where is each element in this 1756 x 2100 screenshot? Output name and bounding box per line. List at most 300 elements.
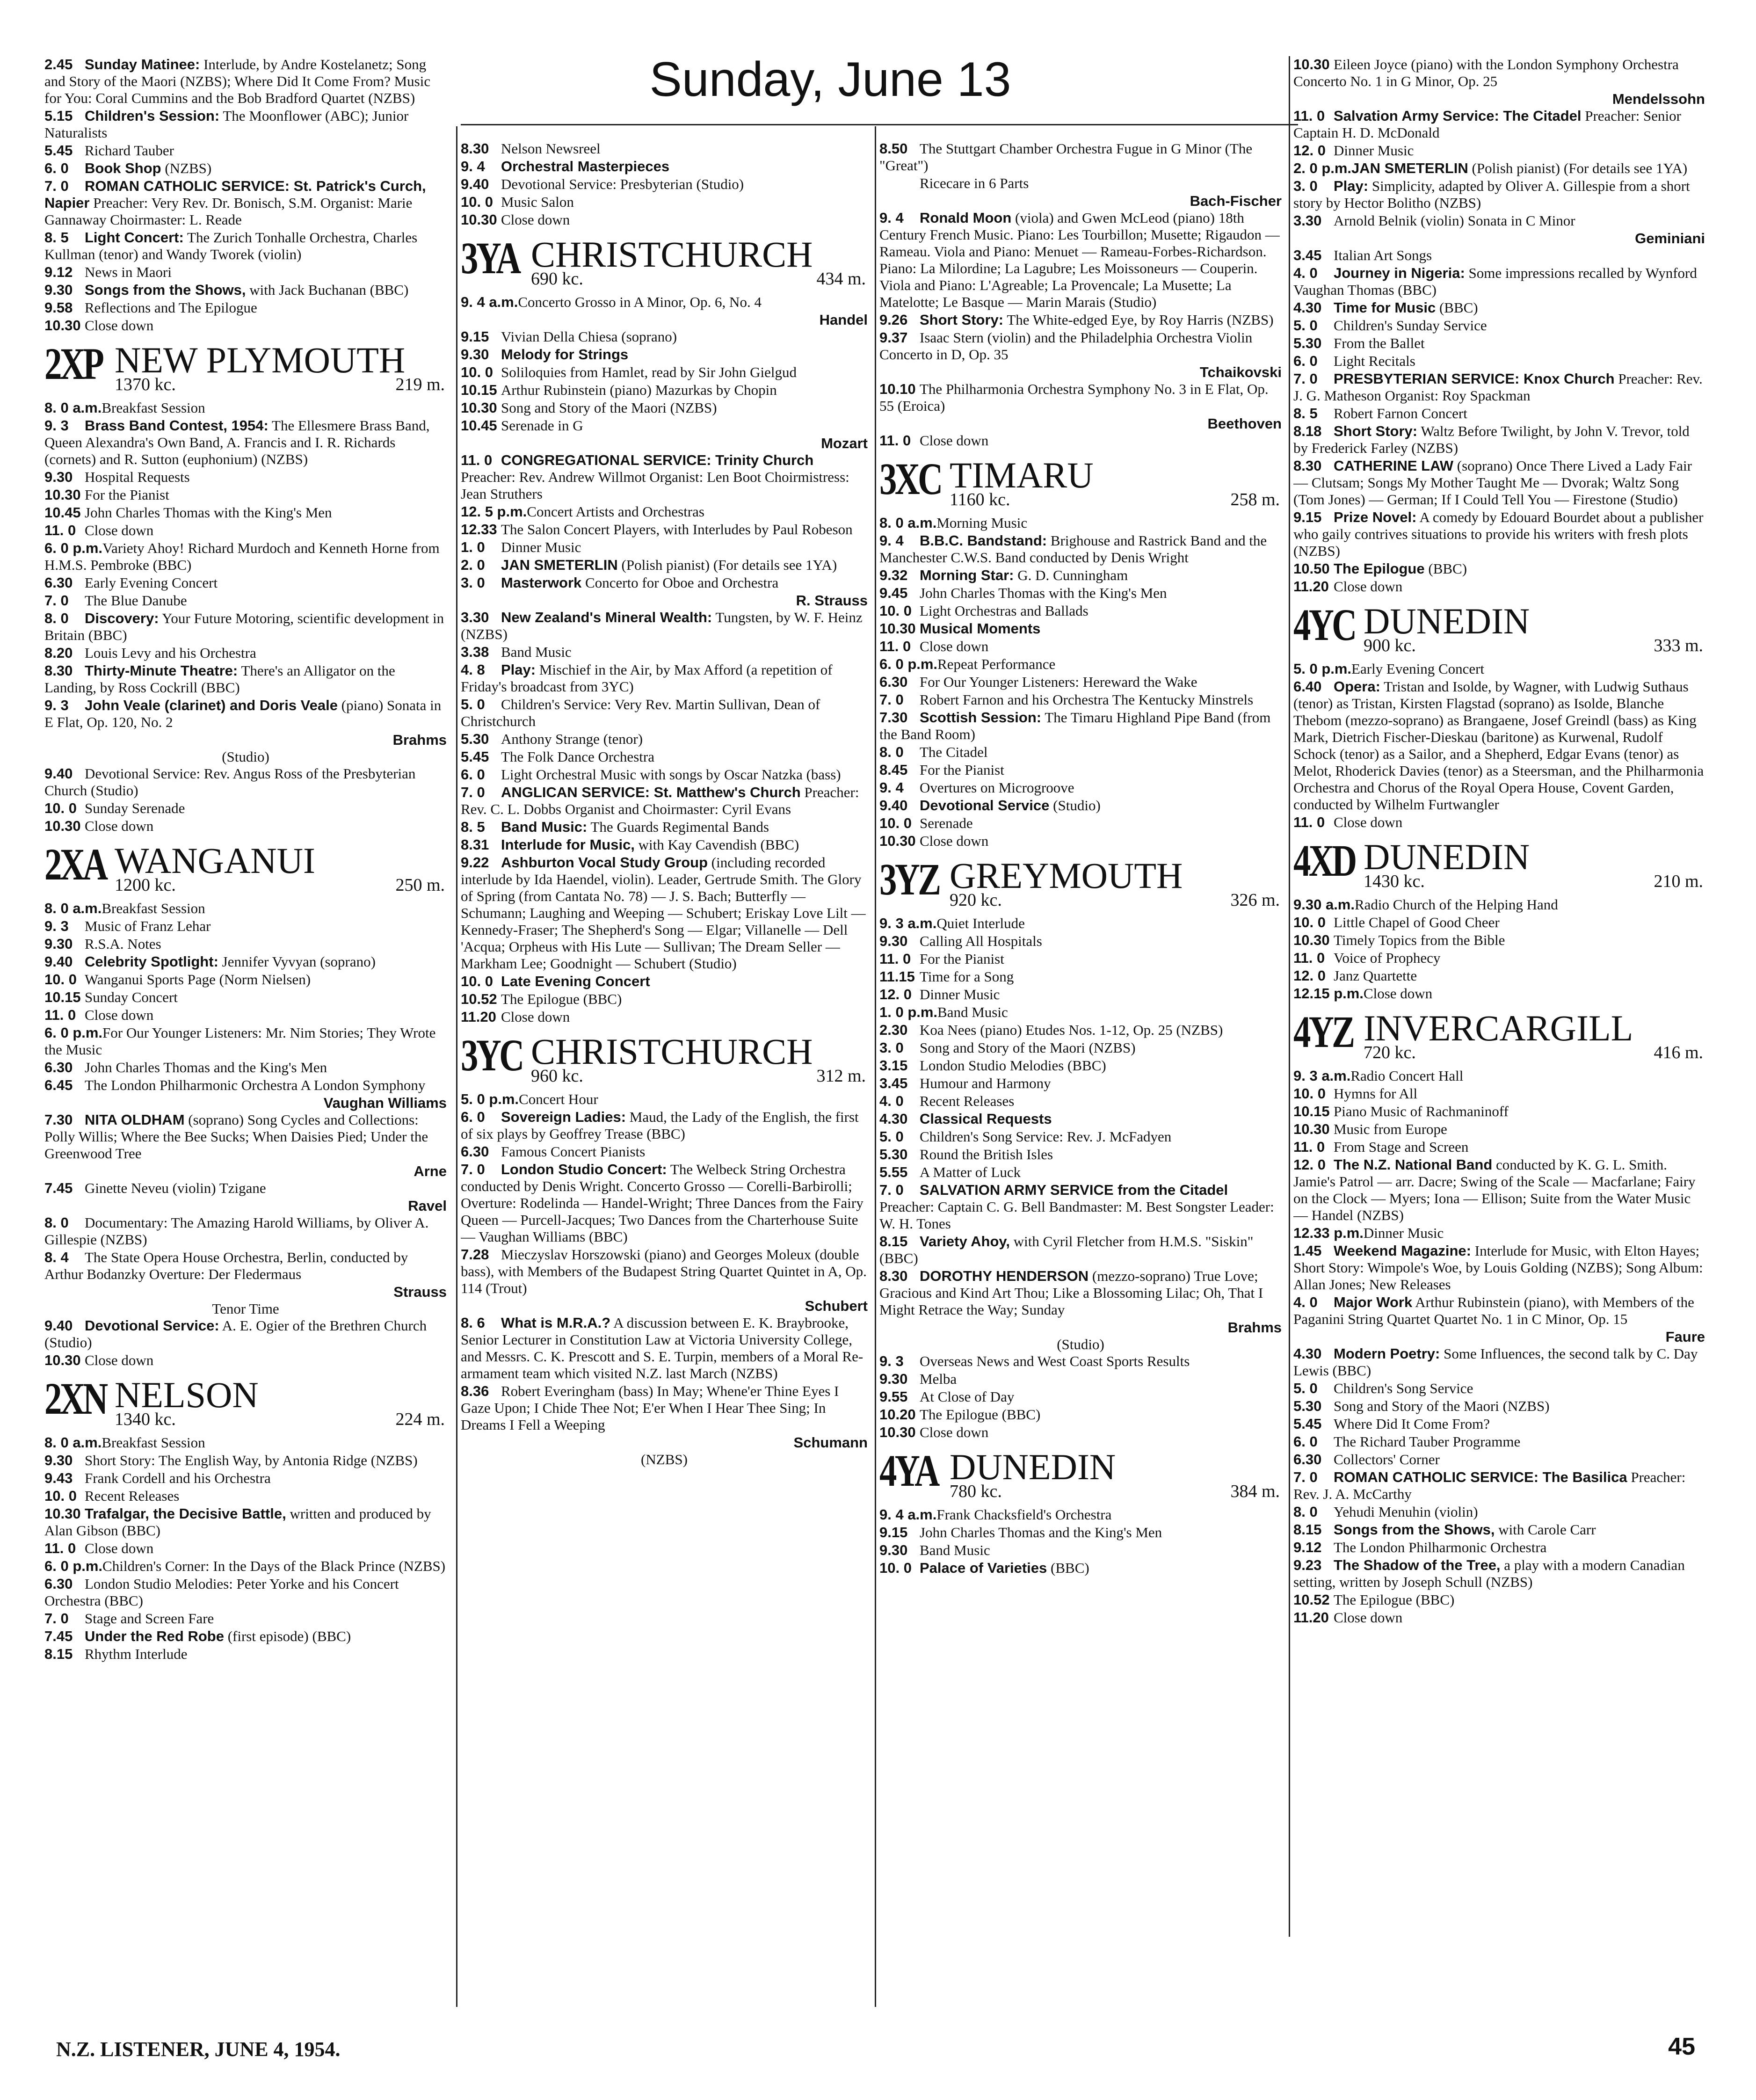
listing-time: 5.30 xyxy=(461,731,489,747)
listing-detail: There's an Alligator on the Landing, by Ross Cockrill (BBC) xyxy=(44,662,395,696)
column-divider xyxy=(1289,56,1290,1937)
programme-listing xyxy=(44,229,447,263)
composer-credit: Schubert xyxy=(805,1298,868,1314)
listing-detail: The Citadel xyxy=(920,744,988,760)
station-name: GREYMOUTH xyxy=(950,855,1183,896)
programme-listing xyxy=(44,108,447,141)
programme-listing xyxy=(879,709,1282,743)
programme-listing xyxy=(879,744,1282,761)
listing-detail: Radio Church of the Helping Hand xyxy=(1354,896,1558,913)
listing-time: 11.20 xyxy=(461,1009,496,1025)
programme-listing xyxy=(44,800,447,817)
station-callsign: 2XP xyxy=(44,339,102,389)
programme-listing xyxy=(461,574,868,591)
programme-listing xyxy=(879,312,1282,328)
programme-listing xyxy=(1293,371,1705,404)
composer-credit: Faure xyxy=(1665,1329,1705,1345)
listing-time: 5. 0 xyxy=(1293,1380,1318,1396)
listing-detail: Band Music xyxy=(501,644,572,660)
listing-detail: R.S.A. Notes xyxy=(85,936,161,952)
listing-detail: written and produced by Alan Gibson (BBC) xyxy=(44,1505,431,1539)
listing-title: Major Work xyxy=(1334,1294,1413,1310)
listing-time: 9.40 xyxy=(44,1317,73,1334)
listing-time: 5. 0 p.m. xyxy=(461,1091,519,1107)
station-frequency: 1200 kc. xyxy=(115,875,176,895)
listing-detail: Close down xyxy=(920,1424,989,1440)
programme-listing xyxy=(461,766,868,783)
listing-detail: Mieczyslav Horszowski (piano) and Georges Moleux (double bass), with Members of the Budapest String Quartet Quintet in A, Op. 114 (Trout) xyxy=(461,1246,867,1296)
listing-time: 9.55 xyxy=(879,1388,908,1405)
programme-listing xyxy=(44,645,447,661)
station-wavelength: 258 m. xyxy=(1230,490,1280,509)
listing-time: 6.30 xyxy=(44,1576,73,1592)
programme-listing xyxy=(461,176,868,193)
listing-title: Play: xyxy=(501,661,536,678)
listing-detail: Breakfast Session xyxy=(102,400,205,416)
listing-detail: The Epilogue (BBC) xyxy=(920,1406,1041,1423)
listing-detail: Close down xyxy=(1334,814,1403,830)
listing-detail: Isaac Stern (violin) and the Philadelphia Orchestra Violin Concerto in D, Op. 35 xyxy=(879,329,1253,363)
programme-listing xyxy=(879,1353,1282,1370)
listing-title: Book Shop xyxy=(85,160,161,176)
programme-listing xyxy=(44,1540,447,1557)
programme-listing xyxy=(44,1610,447,1627)
listing-detail: A Matter of Luck xyxy=(920,1164,1021,1180)
station-frequency: 960 kc. xyxy=(531,1066,583,1086)
listing-detail: News in Maori xyxy=(85,264,172,280)
programme-listing xyxy=(461,819,868,836)
listing-detail: Concerto for Oboe and Orchestra xyxy=(585,574,779,591)
listing-time: 8. 4 xyxy=(44,1249,69,1265)
listing-detail: Robert Farnon and his Orchestra The Kentucky Minstrels xyxy=(920,691,1254,708)
listing-detail: Jennifer Vyvyan (soprano) xyxy=(222,953,376,970)
programme-listing xyxy=(461,748,868,765)
programme-listing xyxy=(879,1560,1282,1577)
listing-title: Ronald Moon xyxy=(920,210,1012,226)
listing-title: Songs from the Shows, xyxy=(85,282,246,298)
listing-time: 9.40 xyxy=(44,765,73,782)
programme-listing xyxy=(44,1025,447,1058)
listing-time: 1. 0 p.m. xyxy=(879,1004,938,1020)
column-divider xyxy=(456,126,457,2007)
listing-detail: For the Pianist xyxy=(920,762,1004,778)
programme-listing xyxy=(1293,1451,1705,1468)
listing-title: Celebrity Spotlight: xyxy=(85,953,218,970)
listing-time: 11.15 xyxy=(879,968,915,985)
station-header xyxy=(44,841,447,895)
listing-title: Orchestral Masterpieces xyxy=(501,158,670,174)
programme-listing xyxy=(44,1007,447,1024)
listing-detail: Collectors' Corner xyxy=(1334,1451,1440,1468)
programme-listing xyxy=(44,818,447,835)
programme-listing xyxy=(44,697,447,731)
listing-time: 8.36 xyxy=(461,1383,489,1399)
listing-time: 9.30 xyxy=(879,1542,908,1558)
programme-listing xyxy=(879,1406,1282,1423)
listing-time: 9. 3 xyxy=(44,697,69,713)
listing-detail: Light Recitals xyxy=(1334,353,1415,369)
listing-time: 8.15 xyxy=(44,1646,73,1662)
station-wavelength: 210 m. xyxy=(1654,872,1703,891)
listing-time: 10.52 xyxy=(1293,1591,1330,1608)
listing-detail: (NZBS) xyxy=(165,160,212,176)
station-wavelength: 219 m. xyxy=(395,375,445,394)
listing-detail: Children's Corner: In the Days of the Black Prince (NZBS) xyxy=(102,1558,446,1574)
programme-listing xyxy=(44,56,447,107)
listing-detail: Piano Music of Rachmaninoff xyxy=(1334,1103,1509,1119)
listing-time: 9.45 xyxy=(879,585,908,601)
listing-detail: with Cyril Fletcher from H.M.S. "Siskin" (BBC) xyxy=(879,1233,1254,1266)
station-header xyxy=(461,235,868,289)
listing-title: PRESBYTERIAN SERVICE: Knox Church xyxy=(1334,371,1615,387)
listing-detail: (BBC) xyxy=(1428,560,1467,577)
listing-time: 9.37 xyxy=(879,329,908,346)
listing-detail: The Guards Regimental Bands xyxy=(590,819,769,835)
programme-listing xyxy=(1293,814,1705,831)
programme-listing xyxy=(879,329,1282,363)
listing-title: Modern Poetry: xyxy=(1334,1345,1440,1362)
listing-title: The Shadow of the Tree, xyxy=(1334,1557,1501,1573)
listing-title: Musical Moments xyxy=(920,620,1041,637)
programme-listing xyxy=(879,1128,1282,1145)
listing-time: 11. 0 xyxy=(1293,108,1325,124)
composer-credit: Brahms xyxy=(1227,1319,1282,1336)
listing-title: Thirty-Minute Theatre: xyxy=(85,662,238,679)
programme-listing xyxy=(879,620,1282,637)
programme-listing xyxy=(44,1214,447,1248)
programme-listing xyxy=(879,1164,1282,1181)
listing-time: 6.30 xyxy=(879,674,908,690)
listing-title: ROMAN CATHOLIC SERVICE: St. Patrick's Curch, Napier xyxy=(44,178,426,211)
station-frequency: 1340 kc. xyxy=(115,1410,176,1429)
listing-time: 11. 0 xyxy=(1293,950,1325,966)
listing-time: 9.30 xyxy=(44,1452,73,1468)
listing-time: 6.30 xyxy=(44,574,73,591)
listing-time: 10. 0 xyxy=(879,815,912,831)
programme-listing xyxy=(1293,967,1705,984)
programme-listing xyxy=(879,986,1282,1003)
listing-detail: Close down xyxy=(920,833,989,849)
listing-detail: Arthur Rubinstein (piano), with Members of the Paganini String Quartet Quartet No. 1 in C Minor, Op. 15 xyxy=(1293,1294,1694,1327)
listing-time: 3.30 xyxy=(1293,212,1322,229)
page-number: 45 xyxy=(1668,2033,1695,2060)
listing-detail: Ricecare in 6 Parts xyxy=(920,175,1029,191)
listing-time: 7. 0 xyxy=(44,178,69,194)
programme-listing xyxy=(1293,1469,1705,1503)
listing-detail: The State Opera House Orchestra, Berlin, conducted by Arthur Bodanzky Overture: Der Fledermaus xyxy=(44,1249,408,1282)
listing-detail: Close down xyxy=(1334,578,1403,595)
listing-detail: John Charles Thomas and the King's Men xyxy=(920,1524,1162,1540)
listing-time: 3. 0 xyxy=(879,1039,904,1056)
station-callsign: 3YA xyxy=(461,233,519,283)
listing-time: 3.45 xyxy=(879,1075,908,1091)
listing-time: 3. 0 xyxy=(461,574,485,591)
programme-listing xyxy=(879,656,1282,673)
listing-detail: London Studio Melodies (BBC) xyxy=(920,1057,1106,1074)
station-callsign: 4XD xyxy=(1293,836,1355,886)
programme-listing xyxy=(44,1112,447,1162)
programme-listing xyxy=(1293,1225,1705,1242)
listing-time: 12.15 p.m. xyxy=(1293,985,1364,1002)
listing-detail: conducted by K. G. L. Smith. Jamie's Patrol — arr. Dacre; Swing of the Scale — Macfarlane; Fairy on the Clock — Myers; Iona — Ellison; Suite from the Water Music — Handel (NZBS) xyxy=(1293,1156,1696,1223)
composer-credit: Brahms xyxy=(392,732,447,748)
programme-listing xyxy=(461,973,868,990)
station-frequency: 1370 kc. xyxy=(115,375,176,394)
programme-listing xyxy=(44,1434,447,1451)
listing-detail: Short Story: The English Way, by Antonia Ridge (NZBS) xyxy=(85,1452,418,1468)
listing-time: 9. 3 xyxy=(44,918,69,934)
programme-listing xyxy=(879,933,1282,950)
listing-detail: The Richard Tauber Programme xyxy=(1334,1433,1521,1450)
listing-detail: The Ellesmere Brass Band, Queen Alexandra's Own Band, A. Francis and I. R. Richards (cornets) and R. Sutton (euphonium) (NZBS) xyxy=(44,417,430,467)
programme-listing xyxy=(461,1315,868,1382)
listing-time: 10.30 xyxy=(44,487,81,503)
programme-listing xyxy=(1293,1139,1705,1155)
programme-listing xyxy=(1293,560,1705,577)
programme-listing xyxy=(461,539,868,556)
listing-time: 12.33 p.m. xyxy=(1293,1225,1364,1241)
listing-detail: The Zurich Tonhalle Orchestra, Charles Kullman (tenor) and Wandy Tworek (violin) xyxy=(44,229,418,262)
programme-listing xyxy=(1293,1068,1705,1084)
programme-listing xyxy=(1293,1433,1705,1450)
programme-listing xyxy=(461,1143,868,1160)
listing-time: 8.18 xyxy=(1293,423,1322,439)
programme-listing xyxy=(1293,1243,1705,1293)
programme-listing xyxy=(44,989,447,1006)
listing-time: 1.45 xyxy=(1293,1243,1322,1259)
listing-time: 10.45 xyxy=(461,417,497,434)
programme-listing xyxy=(1293,1591,1705,1608)
programme-listing xyxy=(44,1317,447,1351)
listing-time: 9.12 xyxy=(44,264,73,280)
listing-time: 10.50 xyxy=(1293,560,1330,577)
listing-detail: Recent Releases xyxy=(920,1093,1015,1109)
listing-detail: Little Chapel of Good Cheer xyxy=(1334,914,1500,930)
composer-credit: Schumann xyxy=(793,1434,868,1451)
programme-listing xyxy=(1293,1398,1705,1415)
listing-time: 5. 0 xyxy=(879,1128,904,1145)
listing-note: (Studio) xyxy=(1057,1336,1104,1352)
listing-detail: (mezzo-soprano) True Love; Gracious and Kind Art Thou; Like a Blossoming Lilac; Oh, That I Might Retrace the Way; Sunday xyxy=(879,1268,1263,1318)
programme-listing xyxy=(879,432,1282,449)
programme-listing xyxy=(461,784,868,818)
listing-time: 7. 0 xyxy=(44,592,69,609)
column-2 xyxy=(461,140,868,2030)
listing-detail: For Our Younger Listeners: Hereward the Wake xyxy=(920,674,1197,690)
listing-detail: Preacher: Captain C. G. Bell Bandmaster: M. Best Songster Leader: W. H. Tones xyxy=(879,1199,1274,1232)
listing-detail: Robert Farnon Concert xyxy=(1334,405,1467,421)
listing-time: 3. 0 xyxy=(1293,178,1318,194)
listing-detail: The Epilogue (BBC) xyxy=(1334,1591,1455,1608)
station-frequency: 720 kc. xyxy=(1364,1043,1416,1062)
programme-listing xyxy=(44,1452,447,1469)
programme-listing xyxy=(461,346,868,363)
column-4 xyxy=(1293,56,1705,2030)
listing-time: 7. 0 xyxy=(879,691,904,708)
listing-title: What is M.R.A.? xyxy=(501,1315,611,1331)
headline-rule xyxy=(461,124,1298,125)
programme-listing xyxy=(879,1093,1282,1110)
listing-detail: Song and Story of the Maori (NZBS) xyxy=(501,400,717,416)
listing-time: 2. 0 xyxy=(461,557,485,573)
listing-detail: Close down xyxy=(1334,1609,1403,1626)
listing-title: DOROTHY HENDERSON xyxy=(920,1268,1089,1284)
programme-listing xyxy=(879,175,1282,192)
listing-detail: Famous Concert Pianists xyxy=(501,1143,646,1160)
listing-time: 9. 4 a.m. xyxy=(461,294,518,310)
listing-detail: Dinner Music xyxy=(501,539,581,555)
station-frequency: 780 kc. xyxy=(950,1482,1002,1501)
listing-time: 4.30 xyxy=(1293,1345,1322,1362)
publication-footer: N.Z. LISTENER, JUNE 4, 1954. xyxy=(56,2038,341,2061)
programme-listing xyxy=(461,503,868,520)
listing-time: 10.45 xyxy=(44,504,81,521)
programme-listing xyxy=(44,1249,447,1283)
listing-detail: Hymns for All xyxy=(1334,1085,1418,1102)
programme-listing xyxy=(1293,1103,1705,1120)
listing-title: Devotional Service xyxy=(920,797,1050,814)
listing-detail: Stage and Screen Fare xyxy=(85,1610,214,1627)
programme-listing xyxy=(44,1628,447,1645)
station-wavelength: 416 m. xyxy=(1654,1043,1703,1062)
listing-detail: Frank Chacksfield's Orchestra xyxy=(936,1506,1112,1523)
programme-listing xyxy=(44,160,447,177)
listing-time: 9.40 xyxy=(461,176,489,192)
programme-listing xyxy=(879,603,1282,619)
programme-listing xyxy=(461,452,868,502)
listing-time: 7. 0 xyxy=(461,784,485,800)
programme-listing xyxy=(44,1077,447,1094)
listing-title: Band Music: xyxy=(501,819,588,835)
programme-listing xyxy=(879,1075,1282,1092)
programme-listing xyxy=(879,585,1282,602)
listing-time: 5.45 xyxy=(1293,1416,1322,1432)
listing-time: 10.30 xyxy=(1293,1121,1330,1137)
programme-listing xyxy=(461,400,868,416)
listing-title: Interlude for Music, xyxy=(501,836,635,853)
listing-detail: Song and Story of the Maori (NZBS) xyxy=(1334,1398,1550,1414)
listing-detail: Song and Story of the Maori (NZBS) xyxy=(920,1039,1136,1056)
programme-listing xyxy=(879,1182,1282,1232)
composer-credit: Mozart xyxy=(821,435,868,451)
listing-detail: Devotional Service: Presbyterian (Studio) xyxy=(501,176,744,192)
listing-time: 7. 0 xyxy=(1293,371,1318,387)
listing-detail: (first episode) (BBC) xyxy=(227,1628,351,1644)
programme-listing xyxy=(1293,985,1705,1002)
listing-detail: Where Did It Come From? xyxy=(1334,1416,1490,1432)
listing-detail: Yehudi Menuhin (violin) xyxy=(1334,1504,1478,1520)
listing-title: Morning Star: xyxy=(920,567,1014,583)
listing-time: 10.30 xyxy=(461,400,497,416)
listing-time: 9.30 xyxy=(879,933,908,949)
listing-detail: Repeat Performance xyxy=(937,656,1056,672)
listing-time: 11. 0 xyxy=(879,432,911,449)
listing-detail: Interlude for Music, with Elton Hayes; Short Story: Wimpole's Woe, by Louis Golding (NZBS); Song Album: Allan Jones; New Releases xyxy=(1293,1243,1703,1293)
programme-listing xyxy=(44,540,447,574)
listing-detail: Rhythm Interlude xyxy=(85,1646,188,1662)
listing-detail: (BBC) xyxy=(1439,299,1478,316)
programme-listing xyxy=(1293,661,1705,677)
listing-detail: (including recorded interlude by Ida Haendel, violin). Leader, Gertrude Smith. The Glory of Spring (from Cantata No. 78) — J. S. Bach; Butterfly — Schumann; Laughing and Weeping — Schubert; Eriskay Love Lilt — Kennedy-Fraser; The Shepherd's Song — Elgar; Villanelle — Dell 'Acqua; Orpheus with His Lute — Sullivan; The Dream Seller — Markham Lee; Goodnight — Schubert (Studio) xyxy=(461,854,866,972)
station-name: NEW PLYMOUTH xyxy=(115,340,406,380)
listing-title: CATHERINE LAW xyxy=(1334,458,1454,474)
listing-detail: a play with a modern Canadian setting, written by Joseph Schull (NZBS) xyxy=(1293,1557,1685,1590)
listing-time: 10.30 xyxy=(1293,932,1330,948)
programme-listing xyxy=(44,1488,447,1504)
listing-detail: Nelson Newsreel xyxy=(501,140,601,157)
listing-time: 9.30 xyxy=(44,282,73,298)
listing-title: JAN SMETERLIN xyxy=(501,557,618,573)
programme-listing xyxy=(879,140,1282,174)
listing-detail: Preacher: Senior Captain H. D. McDonald xyxy=(1293,108,1681,141)
listing-detail: Calling All Hospitals xyxy=(920,933,1042,949)
listing-time: 10. 0 xyxy=(461,973,493,989)
programme-listing xyxy=(461,328,868,345)
listing-title: Classical Requests xyxy=(920,1111,1052,1127)
station-callsign: 3XC xyxy=(879,454,941,504)
listing-detail: Interlude, by Andre Kostelanetz; Song and Story of the Maori (NZBS); Where Did It Come From? Music for You: Coral Cummins and the Bob Bradford Quartet (NZBS) xyxy=(44,56,431,106)
listing-time: 9.30 xyxy=(44,936,73,952)
listing-detail: Melba xyxy=(920,1371,957,1387)
listing-detail: Preacher: Rev. Andrew Willmot Organist: Len Boot Choirmistress: Jean Struthers xyxy=(461,469,849,502)
listing-title: Salvation Army Service: The Citadel xyxy=(1334,108,1582,124)
station-name: DUNEDIN xyxy=(1364,601,1530,641)
listing-time: 6. 0 xyxy=(461,1109,485,1125)
listing-time: 8.30 xyxy=(1293,458,1322,474)
listing-time: 11.20 xyxy=(1293,578,1329,595)
listing-title: Time for Music xyxy=(1334,299,1436,316)
listing-detail: Robert Everingham (bass) In May; Whene'er Thine Eyes I Gaze Upon; I Chide Thee Not; E'er When I Hear Thee Sing; In Dreams I Fell a Weeping xyxy=(461,1383,839,1433)
listing-time: 4.30 xyxy=(879,1111,908,1127)
listing-detail: Dinner Music xyxy=(1334,142,1414,159)
listing-time: 7.45 xyxy=(44,1180,73,1196)
listing-time: 6. 0 p.m. xyxy=(44,1025,103,1041)
listing-time: 6.30 xyxy=(461,1143,489,1160)
listing-time: 8.30 xyxy=(461,140,489,157)
listing-detail: The Stuttgart Chamber Orchestra Fugue in G Minor (The "Great") xyxy=(879,140,1253,174)
programme-listing xyxy=(44,900,447,917)
listing-time: 2.45 xyxy=(44,56,73,73)
listing-title: Journey in Nigeria: xyxy=(1334,265,1465,281)
programme-listing xyxy=(44,953,447,970)
listing-title: Late Evening Concert xyxy=(501,973,650,989)
listing-detail: Band Music xyxy=(920,1542,990,1558)
listing-time: 5.45 xyxy=(461,748,489,765)
listing-detail: Tungsten, by W. F. Heinz (NZBS) xyxy=(461,609,863,642)
listing-detail: Ginette Neveu (violin) Tzigane xyxy=(85,1180,266,1196)
listing-detail: The Epilogue (BBC) xyxy=(501,991,622,1007)
listing-time: 10.15 xyxy=(44,989,81,1005)
listing-time: 11. 0 xyxy=(1293,1139,1325,1155)
listing-detail: Arthur Rubinstein (piano) Mazurkas by Chopin xyxy=(501,382,777,398)
listing-time: 9.40 xyxy=(44,953,73,970)
listing-detail: with Carole Carr xyxy=(1498,1521,1596,1538)
listing-title: The Epilogue xyxy=(1334,560,1425,577)
listing-time: 8. 5 xyxy=(1293,405,1318,421)
listing-detail: Anthony Strange (tenor) xyxy=(501,731,643,747)
programme-listing xyxy=(461,1109,868,1142)
listing-time: 10.30 xyxy=(1293,56,1330,73)
listing-time: 7.28 xyxy=(461,1246,489,1263)
programme-listing xyxy=(879,691,1282,708)
composer-credit: Handel xyxy=(819,312,868,328)
station-callsign: 2XN xyxy=(44,1373,106,1424)
listing-time: 11. 0 xyxy=(44,1540,76,1556)
programme-listing xyxy=(879,1004,1282,1021)
programme-listing xyxy=(461,644,868,661)
programme-listing xyxy=(879,815,1282,832)
listing-time: 6.30 xyxy=(44,1059,73,1075)
